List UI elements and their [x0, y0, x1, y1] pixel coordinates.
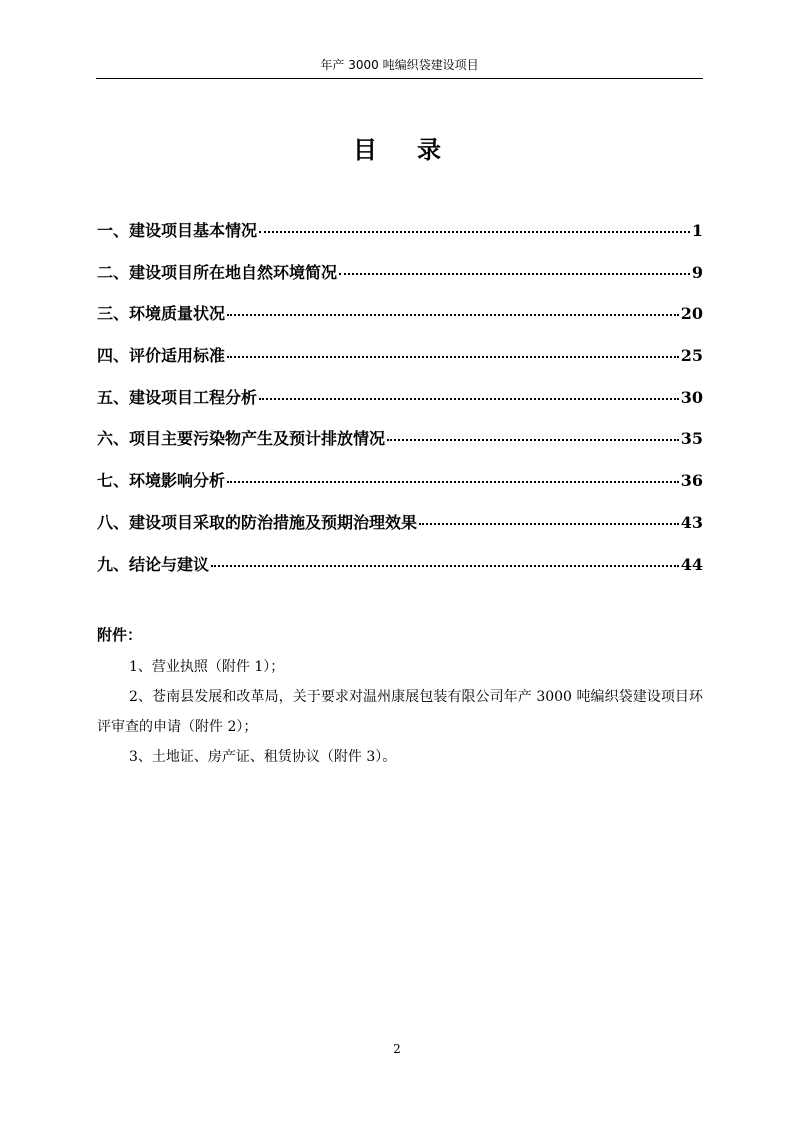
toc-entry-page: 25 — [680, 346, 703, 366]
toc-entry[interactable] — [97, 343, 703, 385]
toc-entry-label: 四、评价适用标准 — [97, 346, 226, 366]
toc-entry-page: 9 — [691, 262, 703, 282]
toc-leader-dots — [419, 523, 679, 525]
toc-leader-dots — [227, 314, 679, 316]
toc-entry-label: 二、建设项目所在地自然环境简况 — [97, 262, 338, 282]
toc-entry-page: 20 — [680, 304, 703, 324]
toc-entry[interactable] — [97, 510, 703, 552]
toc-leader-dots — [339, 273, 690, 275]
page-number: 2 — [393, 1042, 401, 1056]
toc-entry-page: 35 — [680, 429, 703, 449]
toc-title-right: 录 — [417, 135, 441, 164]
page-header: 年产 3000 吨编织袋建设项目 — [320, 58, 479, 72]
toc-entry[interactable] — [97, 260, 703, 302]
toc-entry-label: 一、建设项目基本情况 — [97, 221, 258, 240]
appendix-item: 3、土地证、房产证、租赁协议（附件 3）。 — [129, 749, 397, 765]
toc-entry-label: 六、项目主要污染物产生及预计排放情况 — [97, 429, 386, 449]
toc-entry-page: 36 — [680, 471, 703, 491]
toc-leader-dots — [211, 565, 679, 567]
toc-entry[interactable] — [97, 426, 703, 468]
toc-entry-label: 三、环境质量状况 — [97, 304, 226, 324]
toc-entry-label: 五、建设项目工程分析 — [97, 387, 258, 407]
toc-leader-dots — [259, 231, 690, 233]
toc-entry-page: 1 — [691, 221, 703, 240]
appendix-item: 1、营业执照（附件 1）； — [129, 659, 285, 675]
toc-entry-label: 九、结论与建议 — [97, 554, 210, 574]
toc-leader-dots — [259, 398, 679, 400]
toc-entry-page: 44 — [680, 554, 703, 574]
toc-entry[interactable] — [97, 385, 703, 427]
toc-leader-dots — [227, 356, 679, 358]
table-of-contents — [97, 218, 703, 593]
appendix-item: 2、苍南县发展和改革局，关于要求对温州康展包装有限公司年产 3000 吨编织袋建设项目环评审查的申请（附件 2）； — [97, 689, 703, 735]
toc-entry[interactable] — [97, 218, 703, 260]
header-rule — [96, 78, 703, 79]
toc-entry-page: 43 — [680, 512, 703, 532]
toc-entry-label: 七、环境影响分析 — [97, 471, 226, 491]
toc-leader-dots — [227, 481, 679, 483]
toc-leader-dots — [387, 439, 679, 441]
toc-title-left: 目 — [353, 135, 377, 164]
toc-entry-label: 八、建设项目采取的防治措施及预期治理效果 — [97, 512, 418, 532]
toc-entry-page: 30 — [680, 387, 703, 407]
toc-entry[interactable] — [97, 468, 703, 510]
toc-title — [0, 130, 794, 165]
appendix-title: 附件： — [97, 626, 143, 644]
toc-entry[interactable] — [97, 552, 703, 594]
appendix-list — [97, 652, 703, 772]
toc-entry[interactable] — [97, 301, 703, 343]
